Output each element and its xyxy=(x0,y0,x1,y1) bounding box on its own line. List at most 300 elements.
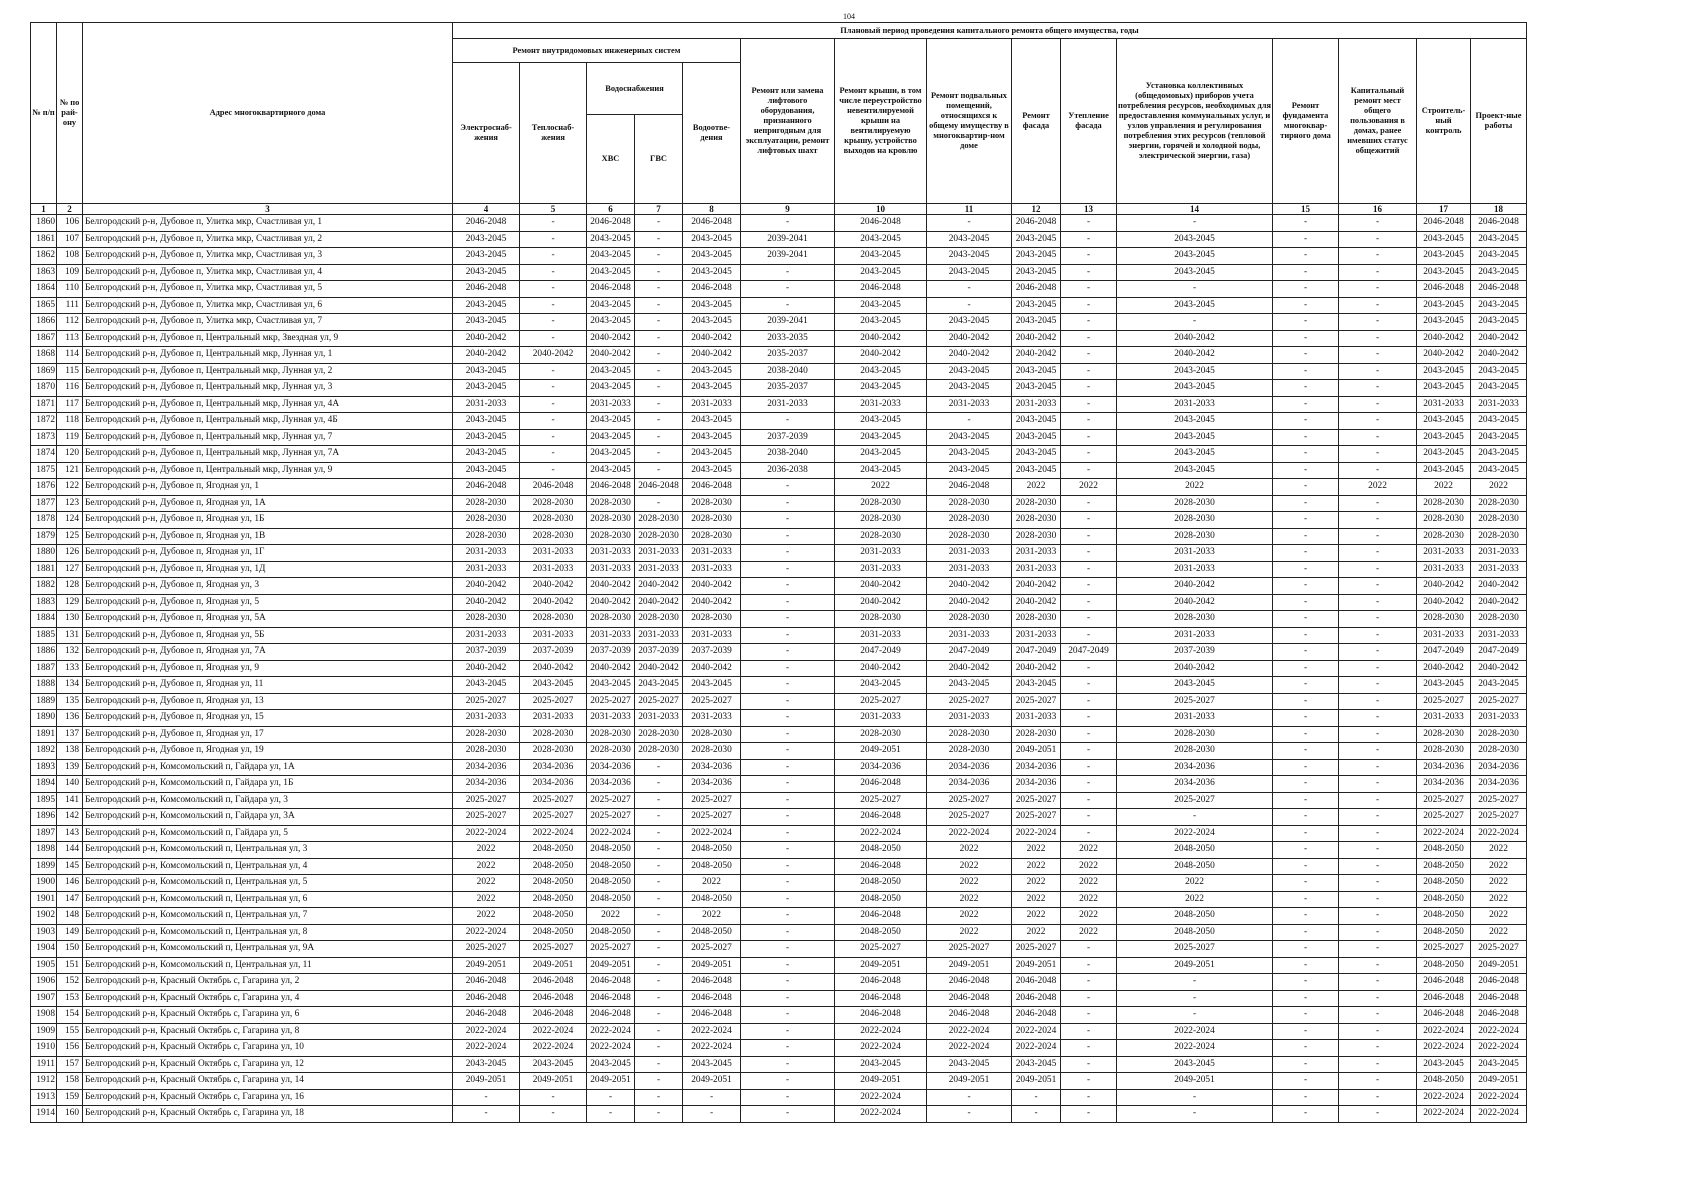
cell-foundation: - xyxy=(1273,561,1339,578)
cell-roof: 2046-2048 xyxy=(835,908,927,925)
header-engineering-systems: Ремонт внутридомовых инженерных систем xyxy=(453,39,741,63)
column-number: 11 xyxy=(927,204,1012,215)
cell-foundation: - xyxy=(1273,660,1339,677)
cell-heat: - xyxy=(520,429,587,446)
cell-insulation: - xyxy=(1061,594,1117,611)
table-row xyxy=(31,891,1527,908)
cell-cold-water: 2028-2030 xyxy=(587,726,635,743)
cell-facade: 2043-2045 xyxy=(1012,677,1061,694)
cell-insulation: 2022 xyxy=(1061,842,1117,859)
cell-dormitory: - xyxy=(1339,809,1417,826)
cell-roof: 2034-2036 xyxy=(835,759,927,776)
cell-meters: 2043-2045 xyxy=(1117,413,1273,430)
cell-electricity: 2028-2030 xyxy=(453,611,520,628)
table-row xyxy=(31,264,1527,281)
cell-foundation: - xyxy=(1273,974,1339,991)
cell-electricity: 2043-2045 xyxy=(453,462,520,479)
cell-row-number: 1862 xyxy=(31,248,57,265)
cell-district-number: 139 xyxy=(57,759,83,776)
cell-insulation: - xyxy=(1061,825,1117,842)
cell-facade: 2043-2045 xyxy=(1012,264,1061,281)
cell-dormitory: - xyxy=(1339,792,1417,809)
cell-elevator: 2036-2038 xyxy=(741,462,835,479)
cell-hot-water: - xyxy=(635,957,683,974)
column-number-row xyxy=(31,204,1527,215)
cell-hot-water: 2031-2033 xyxy=(635,561,683,578)
cell-roof: 2046-2048 xyxy=(835,809,927,826)
cell-dormitory: - xyxy=(1339,875,1417,892)
cell-electricity: 2046-2048 xyxy=(453,479,520,496)
cell-hot-water: - xyxy=(635,858,683,875)
cell-construction-control: 2048-2050 xyxy=(1417,891,1471,908)
cell-row-number: 1888 xyxy=(31,677,57,694)
cell-design-works: 2043-2045 xyxy=(1471,297,1527,314)
cell-hot-water: - xyxy=(635,875,683,892)
cell-roof: 2043-2045 xyxy=(835,462,927,479)
cell-hot-water: - xyxy=(635,347,683,364)
cell-electricity: 2043-2045 xyxy=(453,1056,520,1073)
cell-construction-control: 2043-2045 xyxy=(1417,380,1471,397)
cell-meters: 2031-2033 xyxy=(1117,396,1273,413)
cell-cold-water: 2048-2050 xyxy=(587,842,635,859)
cell-design-works: 2028-2030 xyxy=(1471,611,1527,628)
header-electricity: Электроснаб-жения xyxy=(453,63,520,204)
header-cold-water: ХВС xyxy=(587,115,635,204)
cell-electricity: 2025-2027 xyxy=(453,693,520,710)
cell-roof: 2028-2030 xyxy=(835,528,927,545)
cell-facade: 2022 xyxy=(1012,924,1061,941)
cell-basement: 2043-2045 xyxy=(927,429,1012,446)
cell-elevator: - xyxy=(741,281,835,298)
cell-elevator: - xyxy=(741,1023,835,1040)
cell-electricity: 2031-2033 xyxy=(453,545,520,562)
cell-hot-water: - xyxy=(635,941,683,958)
cell-roof: 2022-2024 xyxy=(835,825,927,842)
cell-cold-water: 2046-2048 xyxy=(587,1007,635,1024)
cell-elevator: - xyxy=(741,974,835,991)
cell-district-number: 144 xyxy=(57,842,83,859)
cell-meters: 2043-2045 xyxy=(1117,380,1273,397)
cell-elevator: - xyxy=(741,792,835,809)
cell-roof: 2046-2048 xyxy=(835,281,927,298)
table-row xyxy=(31,809,1527,826)
cell-sewerage: 2031-2033 xyxy=(683,396,741,413)
cell-cold-water: 2043-2045 xyxy=(587,446,635,463)
header-district-number: № по рай-ону xyxy=(57,23,83,204)
cell-foundation: - xyxy=(1273,693,1339,710)
cell-heat: 2040-2042 xyxy=(520,660,587,677)
cell-cold-water: 2043-2045 xyxy=(587,380,635,397)
cell-row-number: 1872 xyxy=(31,413,57,430)
header-row-number: № п/п xyxy=(31,23,57,204)
cell-insulation: 2022 xyxy=(1061,891,1117,908)
cell-sewerage: 2031-2033 xyxy=(683,561,741,578)
cell-construction-control: 2022-2024 xyxy=(1417,825,1471,842)
cell-row-number: 1885 xyxy=(31,627,57,644)
table-row xyxy=(31,974,1527,991)
cell-address: Белгородский р-н, Дубовое п, Ягодная ул, 1А xyxy=(83,495,453,512)
cell-elevator: - xyxy=(741,1073,835,1090)
cell-address: Белгородский р-н, Комсомольский п, Гайдара ул, 3А xyxy=(83,809,453,826)
cell-roof: 2048-2050 xyxy=(835,924,927,941)
column-number: 4 xyxy=(453,204,520,215)
cell-basement: 2022 xyxy=(927,858,1012,875)
cell-meters: 2048-2050 xyxy=(1117,924,1273,941)
cell-dormitory: - xyxy=(1339,1023,1417,1040)
cell-construction-control: 2046-2048 xyxy=(1417,990,1471,1007)
cell-district-number: 149 xyxy=(57,924,83,941)
cell-roof: 2025-2027 xyxy=(835,792,927,809)
cell-foundation: - xyxy=(1273,1040,1339,1057)
cell-address: Белгородский р-н, Красный Октябрь с, Гагарина ул, 18 xyxy=(83,1106,453,1123)
cell-district-number: 124 xyxy=(57,512,83,529)
cell-meters: 2028-2030 xyxy=(1117,512,1273,529)
cell-hot-water: - xyxy=(635,330,683,347)
cell-construction-control: 2043-2045 xyxy=(1417,429,1471,446)
header-address: Адрес многоквартирного дома xyxy=(83,23,453,204)
table-row xyxy=(31,479,1527,496)
cell-heat: 2031-2033 xyxy=(520,561,587,578)
cell-hot-water: 2031-2033 xyxy=(635,545,683,562)
cell-electricity: 2046-2048 xyxy=(453,215,520,232)
cell-row-number: 1866 xyxy=(31,314,57,331)
cell-hot-water: - xyxy=(635,396,683,413)
cell-meters: 2031-2033 xyxy=(1117,561,1273,578)
cell-roof: 2022-2024 xyxy=(835,1106,927,1123)
cell-dormitory: - xyxy=(1339,776,1417,793)
cell-basement: - xyxy=(927,297,1012,314)
header-heat: Теплоснаб-жения xyxy=(520,63,587,204)
cell-foundation: - xyxy=(1273,908,1339,925)
column-number: 16 xyxy=(1339,204,1417,215)
cell-meters: 2028-2030 xyxy=(1117,743,1273,760)
cell-facade: 2046-2048 xyxy=(1012,1007,1061,1024)
cell-meters: 2025-2027 xyxy=(1117,941,1273,958)
cell-meters: 2022-2024 xyxy=(1117,1023,1273,1040)
cell-roof: 2031-2033 xyxy=(835,627,927,644)
cell-design-works: 2025-2027 xyxy=(1471,809,1527,826)
cell-facade: 2022 xyxy=(1012,891,1061,908)
cell-meters: 2040-2042 xyxy=(1117,594,1273,611)
cell-foundation: - xyxy=(1273,528,1339,545)
cell-insulation: - xyxy=(1061,347,1117,364)
cell-insulation: - xyxy=(1061,677,1117,694)
cell-dormitory: - xyxy=(1339,660,1417,677)
cell-cold-water: 2028-2030 xyxy=(587,495,635,512)
cell-meters: 2048-2050 xyxy=(1117,908,1273,925)
cell-construction-control: 2040-2042 xyxy=(1417,347,1471,364)
cell-address: Белгородский р-н, Комсомольский п, Центральная ул, 9А xyxy=(83,941,453,958)
cell-row-number: 1883 xyxy=(31,594,57,611)
page-number: 104 xyxy=(843,12,855,21)
cell-sewerage: 2043-2045 xyxy=(683,1056,741,1073)
cell-cold-water: 2022-2024 xyxy=(587,825,635,842)
table-row xyxy=(31,792,1527,809)
cell-meters: 2043-2045 xyxy=(1117,264,1273,281)
header-basement: Ремонт подвальных помещений, относящихся к общему имуществу в многоквартир-ном доме xyxy=(927,39,1012,204)
cell-cold-water: 2022 xyxy=(587,908,635,925)
cell-design-works: 2022-2024 xyxy=(1471,1089,1527,1106)
cell-basement: 2025-2027 xyxy=(927,693,1012,710)
cell-address: Белгородский р-н, Комсомольский п, Гайдара ул, 1Б xyxy=(83,776,453,793)
cell-insulation: - xyxy=(1061,264,1117,281)
cell-sewerage: 2046-2048 xyxy=(683,281,741,298)
cell-heat: 2028-2030 xyxy=(520,495,587,512)
cell-construction-control: 2028-2030 xyxy=(1417,743,1471,760)
cell-roof: 2040-2042 xyxy=(835,594,927,611)
table-row xyxy=(31,1073,1527,1090)
cell-roof: 2022 xyxy=(835,479,927,496)
cell-address: Белгородский р-н, Дубовое п, Улитка мкр, Счастливая ул, 2 xyxy=(83,231,453,248)
cell-address: Белгородский р-н, Дубовое п, Улитка мкр, Счастливая ул, 6 xyxy=(83,297,453,314)
cell-dormitory: - xyxy=(1339,380,1417,397)
cell-sewerage: 2043-2045 xyxy=(683,380,741,397)
cell-elevator: 2039-2041 xyxy=(741,314,835,331)
cell-insulation: - xyxy=(1061,726,1117,743)
cell-roof: 2043-2045 xyxy=(835,380,927,397)
cell-address: Белгородский р-н, Комсомольский п, Гайдара ул, 1А xyxy=(83,759,453,776)
cell-construction-control: 2025-2027 xyxy=(1417,941,1471,958)
cell-address: Белгородский р-н, Дубовое п, Центральный мкр, Лунная ул, 7А xyxy=(83,446,453,463)
cell-heat: - xyxy=(520,396,587,413)
cell-meters: 2031-2033 xyxy=(1117,627,1273,644)
cell-foundation: - xyxy=(1273,743,1339,760)
cell-district-number: 119 xyxy=(57,429,83,446)
cell-district-number: 145 xyxy=(57,858,83,875)
cell-basement: 2043-2045 xyxy=(927,314,1012,331)
cell-facade: 2022-2024 xyxy=(1012,1040,1061,1057)
table-row xyxy=(31,677,1527,694)
cell-electricity: 2031-2033 xyxy=(453,396,520,413)
cell-basement: 2043-2045 xyxy=(927,1056,1012,1073)
cell-insulation: - xyxy=(1061,627,1117,644)
cell-roof: 2031-2033 xyxy=(835,710,927,727)
cell-district-number: 154 xyxy=(57,1007,83,1024)
cell-row-number: 1898 xyxy=(31,842,57,859)
cell-electricity: 2022 xyxy=(453,842,520,859)
cell-elevator: - xyxy=(741,990,835,1007)
table-row xyxy=(31,363,1527,380)
cell-roof: 2040-2042 xyxy=(835,578,927,595)
table-row xyxy=(31,545,1527,562)
cell-design-works: 2025-2027 xyxy=(1471,693,1527,710)
cell-sewerage: 2028-2030 xyxy=(683,512,741,529)
cell-cold-water: 2040-2042 xyxy=(587,330,635,347)
cell-insulation: - xyxy=(1061,1089,1117,1106)
cell-foundation: - xyxy=(1273,363,1339,380)
cell-electricity: 2034-2036 xyxy=(453,759,520,776)
cell-foundation: - xyxy=(1273,330,1339,347)
table-row xyxy=(31,908,1527,925)
cell-dormitory: - xyxy=(1339,908,1417,925)
cell-sewerage: 2022-2024 xyxy=(683,1040,741,1057)
cell-design-works: 2022 xyxy=(1471,842,1527,859)
cell-district-number: 123 xyxy=(57,495,83,512)
cell-electricity: 2028-2030 xyxy=(453,743,520,760)
cell-roof: 2043-2045 xyxy=(835,363,927,380)
cell-elevator: 2039-2041 xyxy=(741,248,835,265)
cell-address: Белгородский р-н, Комсомольский п, Центральная ул, 6 xyxy=(83,891,453,908)
cell-basement: - xyxy=(927,1089,1012,1106)
cell-address: Белгородский р-н, Красный Октябрь с, Гагарина ул, 4 xyxy=(83,990,453,1007)
cell-hot-water: - xyxy=(635,809,683,826)
cell-cold-water: 2046-2048 xyxy=(587,215,635,232)
cell-meters: 2037-2039 xyxy=(1117,644,1273,661)
cell-sewerage: 2043-2045 xyxy=(683,314,741,331)
cell-cold-water: 2043-2045 xyxy=(587,1056,635,1073)
cell-foundation: - xyxy=(1273,297,1339,314)
cell-district-number: 134 xyxy=(57,677,83,694)
table-row xyxy=(31,462,1527,479)
cell-foundation: - xyxy=(1273,396,1339,413)
cell-heat: 2025-2027 xyxy=(520,809,587,826)
cell-construction-control: 2043-2045 xyxy=(1417,413,1471,430)
cell-roof: 2046-2048 xyxy=(835,215,927,232)
cell-foundation: - xyxy=(1273,792,1339,809)
cell-sewerage: 2049-2051 xyxy=(683,957,741,974)
cell-cold-water: 2040-2042 xyxy=(587,347,635,364)
cell-elevator: - xyxy=(741,908,835,925)
cell-hot-water: - xyxy=(635,231,683,248)
cell-electricity: 2046-2048 xyxy=(453,1007,520,1024)
document-table-container xyxy=(30,22,1527,1123)
cell-sewerage: 2043-2045 xyxy=(683,413,741,430)
cell-sewerage: 2043-2045 xyxy=(683,446,741,463)
cell-electricity: 2049-2051 xyxy=(453,1073,520,1090)
cell-row-number: 1867 xyxy=(31,330,57,347)
cell-dormitory: - xyxy=(1339,248,1417,265)
cell-row-number: 1876 xyxy=(31,479,57,496)
cell-design-works: 2040-2042 xyxy=(1471,578,1527,595)
cell-hot-water: 2043-2045 xyxy=(635,677,683,694)
cell-design-works: 2031-2033 xyxy=(1471,561,1527,578)
cell-hot-water: - xyxy=(635,974,683,991)
cell-dormitory: - xyxy=(1339,446,1417,463)
cell-cold-water: 2028-2030 xyxy=(587,743,635,760)
cell-construction-control: 2031-2033 xyxy=(1417,545,1471,562)
cell-cold-water: 2025-2027 xyxy=(587,941,635,958)
cell-foundation: - xyxy=(1273,1073,1339,1090)
cell-cold-water: 2022-2024 xyxy=(587,1040,635,1057)
cell-heat: 2046-2048 xyxy=(520,479,587,496)
cell-cold-water: 2031-2033 xyxy=(587,561,635,578)
cell-elevator: - xyxy=(741,924,835,941)
table-row xyxy=(31,710,1527,727)
cell-construction-control: 2022-2024 xyxy=(1417,1023,1471,1040)
cell-electricity: 2040-2042 xyxy=(453,347,520,364)
cell-construction-control: 2022-2024 xyxy=(1417,1106,1471,1123)
cell-heat: - xyxy=(520,330,587,347)
cell-row-number: 1903 xyxy=(31,924,57,941)
cell-basement: 2043-2045 xyxy=(927,363,1012,380)
cell-district-number: 120 xyxy=(57,446,83,463)
cell-elevator: - xyxy=(741,759,835,776)
cell-electricity: 2025-2027 xyxy=(453,809,520,826)
cell-heat: 2046-2048 xyxy=(520,974,587,991)
column-number: 10 xyxy=(835,204,927,215)
cell-design-works: 2028-2030 xyxy=(1471,528,1527,545)
cell-electricity: 2046-2048 xyxy=(453,281,520,298)
cell-address: Белгородский р-н, Комсомольский п, Центральная ул, 8 xyxy=(83,924,453,941)
cell-design-works: 2040-2042 xyxy=(1471,660,1527,677)
cell-heat: 2034-2036 xyxy=(520,759,587,776)
cell-insulation: 2047-2049 xyxy=(1061,644,1117,661)
cell-row-number: 1899 xyxy=(31,858,57,875)
cell-heat: 2028-2030 xyxy=(520,743,587,760)
cell-facade: 2031-2033 xyxy=(1012,710,1061,727)
cell-design-works: 2040-2042 xyxy=(1471,330,1527,347)
cell-construction-control: 2040-2042 xyxy=(1417,594,1471,611)
cell-hot-water: - xyxy=(635,792,683,809)
cell-meters: 2034-2036 xyxy=(1117,776,1273,793)
cell-foundation: - xyxy=(1273,924,1339,941)
cell-basement: 2046-2048 xyxy=(927,479,1012,496)
cell-roof: 2048-2050 xyxy=(835,891,927,908)
cell-sewerage: 2031-2033 xyxy=(683,710,741,727)
cell-foundation: - xyxy=(1273,215,1339,232)
cell-hot-water: 2031-2033 xyxy=(635,627,683,644)
table-header xyxy=(31,23,1527,215)
cell-design-works: 2049-2051 xyxy=(1471,957,1527,974)
cell-construction-control: 2031-2033 xyxy=(1417,396,1471,413)
cell-meters: 2040-2042 xyxy=(1117,578,1273,595)
cell-roof: 2043-2045 xyxy=(835,248,927,265)
cell-elevator: - xyxy=(741,611,835,628)
cell-elevator: - xyxy=(741,627,835,644)
cell-insulation: - xyxy=(1061,528,1117,545)
cell-facade: 2049-2051 xyxy=(1012,743,1061,760)
cell-construction-control: 2031-2033 xyxy=(1417,627,1471,644)
table-row xyxy=(31,215,1527,232)
cell-design-works: 2049-2051 xyxy=(1471,1073,1527,1090)
cell-foundation: - xyxy=(1273,875,1339,892)
cell-cold-water: 2049-2051 xyxy=(587,1073,635,1090)
cell-design-works: 2022-2024 xyxy=(1471,825,1527,842)
cell-sewerage: 2040-2042 xyxy=(683,660,741,677)
cell-address: Белгородский р-н, Дубовое п, Ягодная ул, 1Г xyxy=(83,545,453,562)
cell-heat: - xyxy=(520,215,587,232)
header-foundation: Ремонт фундамента многоквар-тирного дома xyxy=(1273,39,1339,204)
cell-district-number: 130 xyxy=(57,611,83,628)
cell-district-number: 109 xyxy=(57,264,83,281)
cell-design-works: 2022 xyxy=(1471,924,1527,941)
cell-row-number: 1891 xyxy=(31,726,57,743)
cell-meters: 2043-2045 xyxy=(1117,429,1273,446)
cell-facade: 2031-2033 xyxy=(1012,396,1061,413)
header-insulation: Утепление фасада xyxy=(1061,39,1117,204)
cell-insulation: 2022 xyxy=(1061,858,1117,875)
cell-dormitory: - xyxy=(1339,1007,1417,1024)
cell-dormitory: - xyxy=(1339,858,1417,875)
cell-design-works: 2022 xyxy=(1471,858,1527,875)
cell-cold-water: 2048-2050 xyxy=(587,891,635,908)
cell-heat: - xyxy=(520,413,587,430)
cell-insulation: 2022 xyxy=(1061,908,1117,925)
cell-basement: 2022 xyxy=(927,891,1012,908)
header-planned-period: Плановый период проведения капитального ремонта общего имущества, годы xyxy=(453,23,1527,39)
cell-row-number: 1869 xyxy=(31,363,57,380)
cell-address: Белгородский р-н, Комсомольский п, Центральная ул, 5 xyxy=(83,875,453,892)
cell-facade: 2031-2033 xyxy=(1012,561,1061,578)
cell-cold-water: 2048-2050 xyxy=(587,924,635,941)
cell-sewerage: 2031-2033 xyxy=(683,627,741,644)
cell-heat: 2040-2042 xyxy=(520,594,587,611)
cell-sewerage: 2034-2036 xyxy=(683,759,741,776)
cell-roof: 2040-2042 xyxy=(835,660,927,677)
cell-dormitory: - xyxy=(1339,330,1417,347)
cell-basement: 2028-2030 xyxy=(927,512,1012,529)
cell-meters: - xyxy=(1117,1007,1273,1024)
